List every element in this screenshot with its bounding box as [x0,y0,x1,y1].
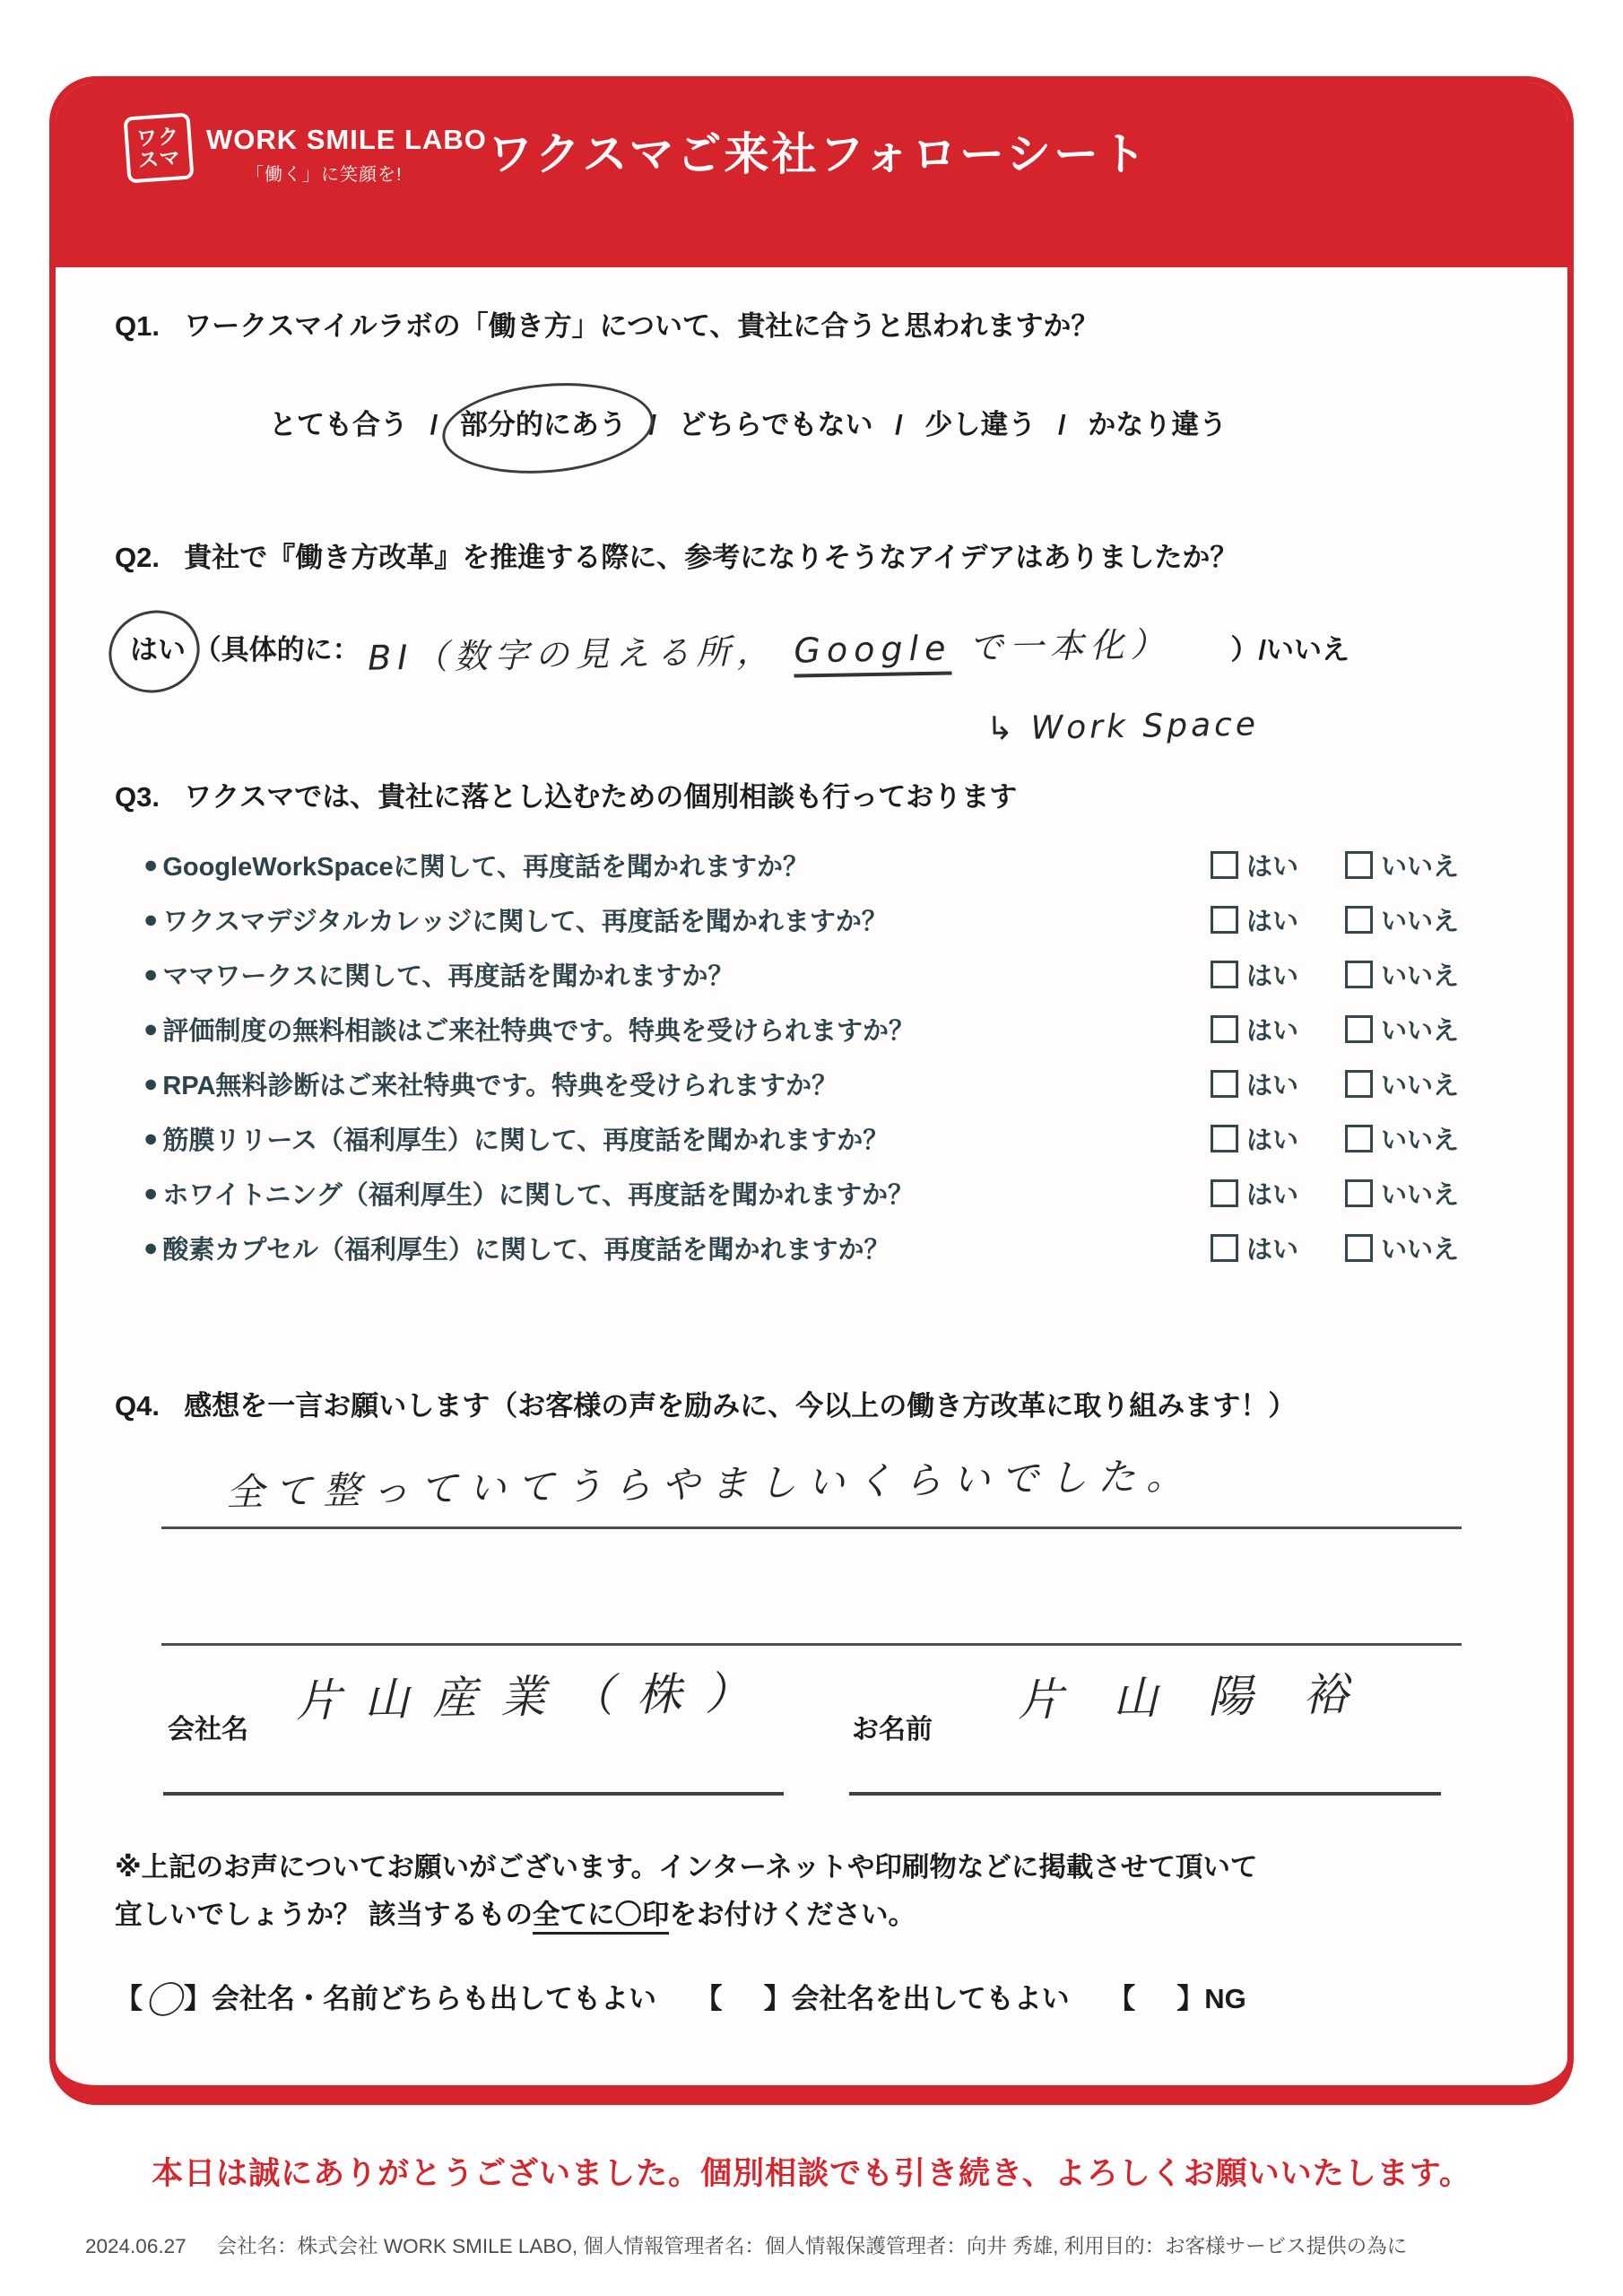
q2-question-text: 貴社で『働き方改革』を推進する際に、参考になりそうなアイデアはありましたか？ [184,542,1238,573]
yes-label: はい [1246,1072,1299,1100]
checkbox-yes[interactable] [1211,1125,1238,1152]
yes-label: はい [1246,853,1299,882]
q2-yes-text: はい [130,634,186,665]
no-choice [1345,1011,1484,1048]
q3-item-text: 評価制度の無料相談はご来社特典です。特典を受けられますか？ [162,1017,915,1046]
consent-option-ng[interactable] [1107,1983,1246,2014]
thank-you-message: 本日は誠にありがとうございました。個別相談でも引き続き、よろしくお願いいたします。 [152,2156,1471,2191]
name-label: お名前 [852,1715,933,1744]
consent-mark-circle: 〇 [143,1978,183,2023]
checkbox-yes[interactable] [1211,1015,1238,1043]
checkbox-yes[interactable] [1211,851,1238,879]
q3-item-text: ワクスマデジタルカレッジに関して、再度話を聞かれますか？ [162,908,888,936]
checkbox-no[interactable] [1345,906,1373,934]
yes-choice [1211,1120,1345,1157]
yes-choice [1211,956,1345,993]
q3-row [143,1166,1484,1221]
footer-meta-text: 会社名：株式会社 WORK SMILE LABO, 個人情報管理者名：個人情報保護管理者：向井 秀雄, 利用目的：お客様サービス提供の為に [216,2235,1408,2257]
no-label: いいえ [1381,1126,1460,1155]
q2-detail-prefix: （具体的に： [193,634,360,665]
option-separator: / [895,409,903,440]
q3-checkboxes [1211,1175,1484,1212]
option-separator: / [648,409,657,440]
notice-line2-post: をお付けください。 [669,1900,916,1930]
q2-question [115,535,1237,575]
q1-option-5: かなり違う [1088,409,1228,440]
q3-item-text: ママワークスに関して、再度話を聞かれますか？ [162,962,734,991]
no-choice [1345,1230,1484,1266]
q1-option-3: どちらでもない [678,409,873,440]
no-label: いいえ [1381,1181,1460,1210]
name-handwritten-value: 片山陽裕 [1017,1667,1399,1726]
yes-choice [1211,901,1345,938]
consent-option-both[interactable] [115,1978,664,2023]
q1-option-4: 少し違う [924,409,1037,440]
q3-row [143,838,1484,892]
q2-hand-google: Google [794,628,952,677]
consent-label: 会社名を出してもよい [791,1983,1070,2014]
consent-label: NG [1204,1983,1246,2014]
no-label: いいえ [1381,853,1460,882]
yes-label: はい [1246,908,1299,936]
bullet-icon: ● [143,961,159,987]
bullet-icon: ● [143,1234,159,1261]
q3-row [143,1002,1484,1057]
yes-label: はい [1246,1017,1299,1046]
q2-label: Q2. [115,542,160,573]
q3-row [143,947,1484,1002]
q3-checkboxes [1211,901,1484,938]
q3-checkboxes [1211,1065,1484,1102]
q2-handwritten-note: ↳ Work Space [985,706,1260,748]
q4-question [115,1383,1296,1423]
no-label: いいえ [1381,1236,1460,1265]
no-choice [1345,1065,1484,1102]
q2-handwritten-detail [368,616,1171,680]
checkbox-yes[interactable] [1211,961,1238,988]
bullet-icon: ● [143,1070,159,1097]
consent-label: 会社名・名前どちらも出してもよい [212,1983,656,2014]
yes-choice [1211,847,1345,883]
yes-label: はい [1246,1236,1299,1265]
checkbox-no[interactable] [1345,1125,1373,1152]
answer-line [161,1526,1462,1529]
q3-item-text: 酸素カプセル（福利厚生）に関して、再度話を聞かれますか？ [162,1236,890,1265]
bullet-icon: ● [143,906,159,933]
q2-answer-line [130,623,1350,678]
q1-options [269,402,1227,442]
q3-row [143,1057,1484,1111]
q3-row [143,1221,1484,1275]
q3-item-text: ホワイトニング（福利厚生）に関して、再度話を聞かれますか？ [162,1181,915,1210]
option-separator: / [1057,409,1066,440]
q3-item-list [143,838,1484,1275]
checkbox-yes[interactable] [1211,906,1238,934]
q3-checkboxes [1211,1120,1484,1157]
answer-line [161,1643,1462,1646]
bracket-close: 】 [763,1983,792,2014]
consent-mark-empty [723,2013,764,2014]
q3-question [115,774,1017,814]
q4-handwritten-answer: 全て整っていてうらやましいくらいでした。 [225,1453,1195,1515]
bullet-icon: ● [143,1015,159,1042]
yes-label: はい [1246,1126,1299,1155]
q2-hand-part2: で一本化） [968,624,1172,668]
notice-line2-pre: 宜しいでしょうか？ 該当するもの [115,1900,533,1930]
name-signature-line [849,1792,1441,1796]
q1-option-1: とても合う [269,409,408,440]
bullet-icon: ● [143,1125,159,1152]
company-signature-line [163,1792,784,1796]
checkbox-no[interactable] [1345,1179,1373,1207]
no-choice [1345,1175,1484,1212]
q4-question-text: 感想を一言お願いします（お客様の声を励みに、今以上の働き方改革に取り組みます！） [184,1390,1297,1422]
brand-tagline: 「働く」に笑顔を! [246,165,403,185]
checkbox-no[interactable] [1345,1015,1373,1043]
q4-label: Q4. [115,1390,160,1422]
q3-checkboxes [1211,1011,1484,1048]
q2-suffix: ）/いいえ [1230,634,1350,665]
checkbox-no[interactable] [1345,961,1373,988]
checkbox-yes[interactable] [1211,1070,1238,1098]
yes-choice [1211,1230,1345,1266]
q3-row [143,1111,1484,1166]
bracket-close: 】 [184,1983,212,2014]
checkbox-yes[interactable] [1211,1179,1238,1207]
consent-options [115,1971,1277,2025]
q1-question-text: ワークスマイルラボの「働き方」について、貴社に合うと思われますか？ [184,310,1099,342]
no-label: いいえ [1381,962,1460,991]
q1-label: Q1. [115,310,160,342]
q3-item-text: RPA無料診断はご来社特典です。特典を受けられますか？ [162,1072,838,1100]
q3-checkboxes [1211,1230,1484,1266]
bracket-open: 【 [694,1983,723,2014]
yes-choice [1211,1011,1345,1048]
logo-text-bottom: スマ [137,145,182,172]
no-label: いいえ [1381,1072,1460,1100]
no-choice [1345,1120,1484,1157]
bracket-open: 【 [1107,1983,1136,2014]
logo-text-top: ワク [135,124,181,151]
page-title: ワクスマご来社フォローシート [488,129,1149,179]
checkbox-no[interactable] [1345,851,1373,879]
no-choice [1345,847,1484,883]
waku-suma-logo-icon [124,113,195,184]
consent-mark-empty [1135,2013,1176,2014]
header-band [56,83,1567,267]
no-label: いいえ [1381,1017,1460,1046]
q1-question [115,303,1098,344]
q3-item-text: GoogleWorkSpaceに関して、再度話を聞かれますか？ [162,853,810,882]
option-separator: / [430,409,438,440]
yes-label: はい [1246,962,1299,991]
checkbox-no[interactable] [1345,1234,1373,1262]
q3-label: Q3. [115,781,160,813]
q3-row [143,892,1484,947]
bullet-icon: ● [143,851,159,878]
brand-text: WORK SMILE LABO [206,124,487,155]
q3-checkboxes [1211,847,1484,883]
footer-meta [85,2231,1407,2259]
publication-notice [115,1844,1532,1939]
bullet-icon: ● [143,1179,159,1206]
footer-date: 2024.06.27 [85,2235,187,2257]
no-choice [1345,901,1484,938]
no-choice [1345,956,1484,993]
notice-line1: ※上記のお声についてお願いがございます。インターネットや印刷物などに掲載させて頂いて [115,1852,1258,1883]
notice-underlined: 全てに〇印 [533,1900,670,1935]
yes-label: はい [1246,1181,1299,1210]
consent-option-company-only[interactable] [695,1983,1078,2014]
company-label: 会社名 [168,1715,248,1744]
no-label: いいえ [1381,908,1460,936]
q2-hand-part1: BI（数字の見える所， [367,631,777,678]
checkbox-no[interactable] [1345,1070,1373,1098]
q3-item-text: 筋膜リリース（福利厚生）に関して、再度話を聞かれますか？ [162,1126,890,1155]
q2-yes-circled [130,627,186,667]
yes-choice [1211,1175,1345,1212]
checkbox-yes[interactable] [1211,1234,1238,1262]
bracket-open: 【 [115,1983,143,2014]
yes-choice [1211,1065,1345,1102]
q3-checkboxes [1211,956,1484,993]
q1-option-2: 部分的にあう [459,409,627,440]
company-handwritten-value: 片山産業（株） [295,1666,774,1727]
q1-option-2-circled [460,402,627,442]
q3-question-text: ワクスマでは、貴社に落とし込むための個別相談も行っております [184,781,1018,813]
bracket-close: 】 [1176,1983,1205,2014]
